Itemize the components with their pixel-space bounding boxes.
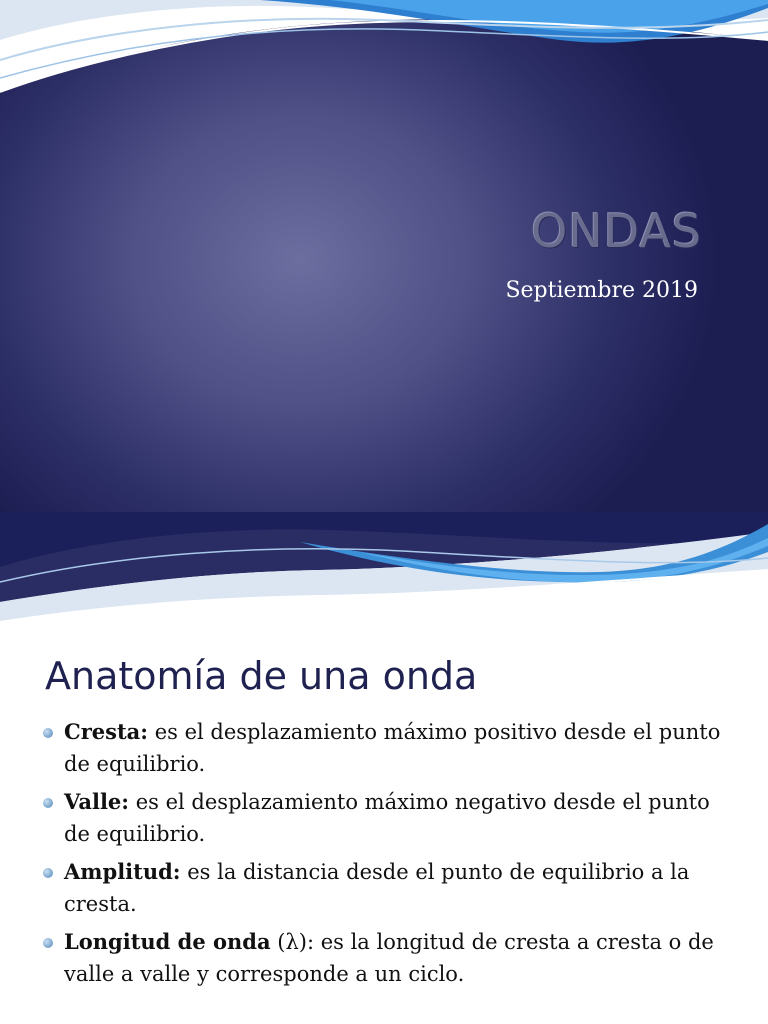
bullet-term: Valle: xyxy=(64,789,130,814)
bullet-dot-icon xyxy=(43,798,53,808)
slide-title-heading: ONDAS xyxy=(531,204,702,258)
bullet-text: es la distancia desde el punto de equilibrio a la cresta. xyxy=(64,860,690,916)
bullet-item-amplitud xyxy=(40,856,730,920)
bullet-text: es el desplazamiento máximo positivo desde el punto de equilibrio. xyxy=(64,720,721,776)
bullet-dot-icon xyxy=(43,938,53,948)
bullet-dot-icon xyxy=(43,868,53,878)
bullet-text: (λ): es la longitud de cresta a cresta o de valle a valle y corresponde a un ciclo. xyxy=(64,930,714,986)
bullet-list xyxy=(40,716,730,996)
bullet-text: es el desplazamiento máximo negativo desde el punto de equilibrio. xyxy=(64,790,710,846)
bullet-term: Cresta: xyxy=(64,719,149,744)
bullet-term: Amplitud: xyxy=(64,859,181,884)
bullet-item-valle xyxy=(40,786,730,850)
slide-heading: Anatomía de una onda xyxy=(45,654,478,698)
bullet-item-cresta xyxy=(40,716,730,780)
slide-subtitle: Septiembre 2019 xyxy=(505,278,698,303)
bullet-term: Longitud de onda xyxy=(64,929,271,954)
bullet-dot-icon xyxy=(43,728,53,738)
wave-banner-icon xyxy=(0,512,768,632)
slide-content xyxy=(0,512,768,1024)
wave-banner-icon xyxy=(0,0,768,120)
bullet-item-longitud xyxy=(40,926,730,990)
